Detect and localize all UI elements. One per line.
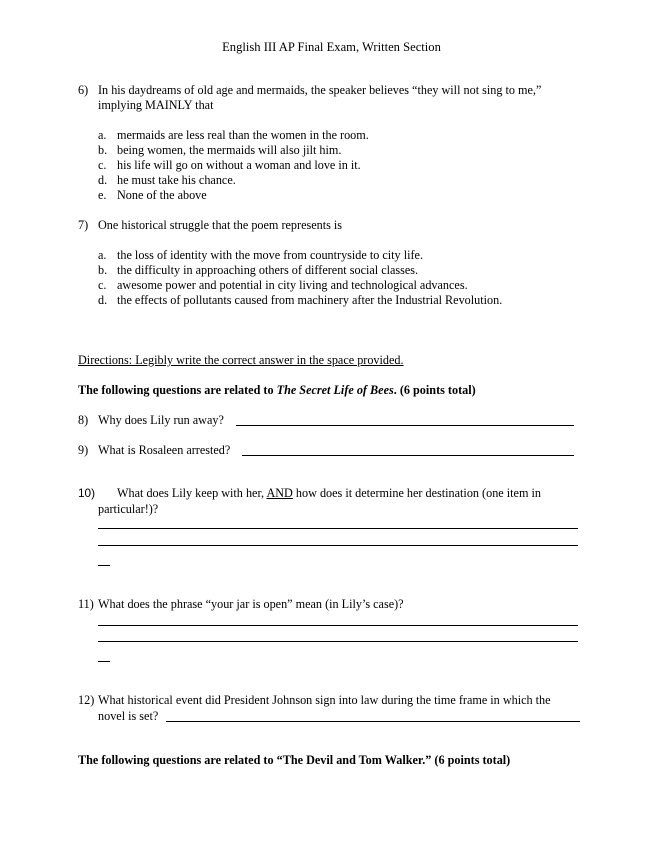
question-text: What historical event did President Johnson sign into law during the time frame in which the xyxy=(98,693,551,707)
directions: Directions: Legibly write the correct answer in the space provided. xyxy=(78,353,404,367)
page-header: English III AP Final Exam, Written Section xyxy=(222,40,441,54)
option-letter: b. xyxy=(98,263,108,277)
option-letter: a. xyxy=(98,128,107,142)
section-heading-secret-life-of-bees xyxy=(78,383,476,398)
question-text-continued: implying MAINLY that xyxy=(98,98,214,112)
option-letter: a. xyxy=(98,248,107,262)
option-text: he must take his chance. xyxy=(117,173,236,187)
answer-line[interactable] xyxy=(98,625,578,626)
answer-line[interactable] xyxy=(236,425,574,426)
answer-line[interactable] xyxy=(98,528,578,529)
book-title: The Secret Life of Bees xyxy=(276,383,394,397)
option-text: his life will go on without a woman and love in it. xyxy=(117,158,361,172)
question-number: 8) xyxy=(78,413,89,427)
question-number: 6) xyxy=(78,83,89,97)
section-heading-suffix: . (6 points total) xyxy=(393,383,476,397)
question-text: In his daydreams of old age and mermaids, the speaker believes “they will not sing to me,” xyxy=(98,83,542,97)
answer-line-end[interactable] xyxy=(98,661,110,662)
question-text: What is Rosaleen arrested? xyxy=(98,443,231,457)
answer-line-end[interactable] xyxy=(98,565,110,566)
question-text: Why does Lily run away? xyxy=(98,413,224,427)
question-text: What does the phrase “your jar is open” mean (in Lily’s case)? xyxy=(98,597,404,611)
question-number: 10) xyxy=(78,486,96,500)
option-text: awesome power and potential in city living and technological advances. xyxy=(117,278,468,292)
option-text: the difficulty in approaching others of different social classes. xyxy=(117,263,419,277)
answer-line[interactable] xyxy=(98,641,578,642)
question-text-part: What does Lily keep with her, xyxy=(117,486,267,500)
option-text: being women, the mermaids will also jilt him. xyxy=(117,143,342,157)
question-text xyxy=(117,486,541,501)
section-heading-prefix: The following questions are related to xyxy=(78,383,277,397)
option-text: mermaids are less real than the women in the room. xyxy=(117,128,369,142)
question-text-continued: particular!)? xyxy=(98,502,159,516)
option-letter: b. xyxy=(98,143,108,157)
question-number: 12) xyxy=(78,693,95,707)
option-letter: d. xyxy=(98,173,108,187)
answer-line[interactable] xyxy=(166,721,580,722)
answer-line[interactable] xyxy=(98,545,578,546)
answer-line[interactable] xyxy=(242,455,574,456)
section-heading-devil-and-tom-walker: The following questions are related to “The Devil and Tom Walker.” (6 points total) xyxy=(78,753,511,767)
question-text: One historical struggle that the poem represents is xyxy=(98,218,343,232)
question-text-part: how does it determine her destination (one item in xyxy=(292,486,541,500)
option-text: the effects of pollutants caused from machinery after the Industrial Revolution. xyxy=(117,293,503,307)
option-text: the loss of identity with the move from countryside to city life. xyxy=(117,248,423,262)
question-number: 7) xyxy=(78,218,89,232)
option-letter: c. xyxy=(98,278,107,292)
option-letter: d. xyxy=(98,293,108,307)
emphasis-and: AND xyxy=(266,486,293,500)
option-letter: c. xyxy=(98,158,107,172)
question-number: 9) xyxy=(78,443,89,457)
question-number: 11) xyxy=(78,597,94,611)
question-text-continued: novel is set? xyxy=(98,709,159,723)
option-letter: e. xyxy=(98,188,107,202)
option-text: None of the above xyxy=(117,188,207,202)
